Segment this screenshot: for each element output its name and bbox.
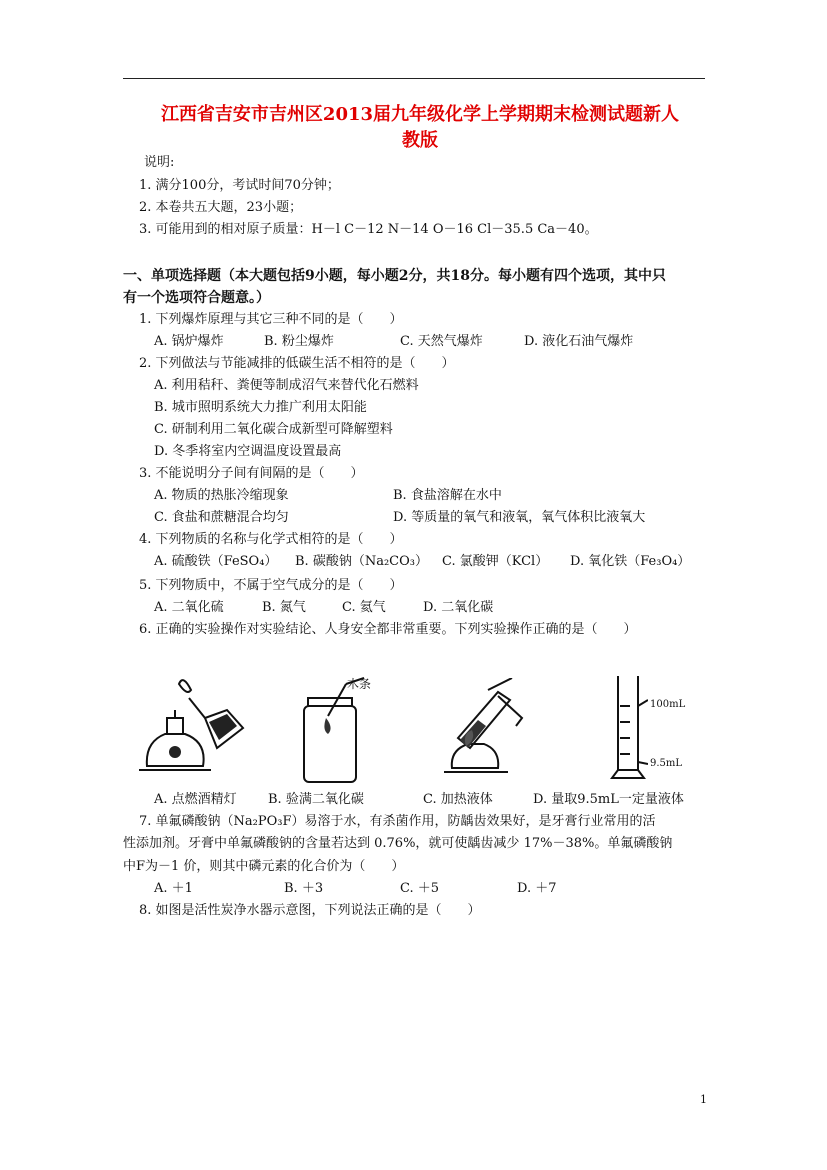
q5-option-a: A. 二氧化硫 xyxy=(154,600,224,615)
q6-option-a: A. 点燃酒精灯 xyxy=(154,792,237,807)
q4-option-c: C. 氯酸钾（KCl） xyxy=(442,554,549,569)
q1-option-b: B. 粉尘爆炸 xyxy=(264,334,334,349)
q3-option-c: C. 食盐和蔗糖混合均匀 xyxy=(154,510,289,525)
q1-option-d: D. 液化石油气爆炸 xyxy=(524,334,634,349)
graduated-cylinder-figure xyxy=(608,672,648,782)
page-title-line2: 教版 xyxy=(402,130,438,151)
q3-option-d: D. 等质量的氧气和液氧，氧气体积比液氧大 xyxy=(393,510,646,525)
q6-option-d: D. 量取9.5mL一定量液体 xyxy=(533,792,684,807)
q5-option-c: C. 氦气 xyxy=(342,600,386,615)
q6-option-c: C. 加热液体 xyxy=(423,792,493,807)
figure-label-9-5ml: 9.5mL xyxy=(650,758,683,769)
note-item: 1. 满分100分，考试时间70分钟； xyxy=(139,178,340,193)
q3-option-b: B. 食盐溶解在水中 xyxy=(393,488,502,503)
question-stem-4: 4. 下列物质的名称与化学式相符的是（ ） xyxy=(139,532,403,547)
figure-label-stick: 木条 xyxy=(347,677,372,691)
q7-option-a: A. ＋1 xyxy=(154,881,193,896)
question-7-line-3: 中F为－1 价，则其中磷元素的化合价为（ ） xyxy=(123,859,405,874)
page-number: 1 xyxy=(700,1093,707,1106)
page-title-line1: 江西省吉安市吉州区2013届九年级化学上学期期末检测试题新人 xyxy=(160,104,680,125)
heating-liquid-figure xyxy=(438,678,538,784)
q4-option-d: D. 氧化铁（Fe₃O₄） xyxy=(570,554,691,569)
question-stem-1: 1. 下列爆炸原理与其它三种不同的是（ ） xyxy=(139,312,403,327)
q2-option-b: B. 城市照明系统大力推广利用太阳能 xyxy=(154,400,367,415)
alcohol-lamp-lighting-figure xyxy=(135,670,255,782)
q7-option-b: B. ＋3 xyxy=(284,881,324,896)
q2-option-d: D. 冬季将室内空调温度设置最高 xyxy=(154,444,342,459)
question-stem-2: 2. 下列做法与节能减排的低碳生活不相符的是（ ） xyxy=(139,356,455,371)
q7-option-d: D. ＋7 xyxy=(517,881,557,896)
notes-label: 说明: xyxy=(144,155,175,170)
question-stem-5: 5. 下列物质中，不属于空气成分的是（ ） xyxy=(139,578,403,593)
q7-option-c: C. ＋5 xyxy=(400,881,440,896)
question-stem-3: 3. 不能说明分子间有间隔的是（ ） xyxy=(139,466,364,481)
q2-option-c: C. 研制利用二氧化碳合成新型可降解塑料 xyxy=(154,422,393,437)
note-item: 2. 本卷共五大题，23小题； xyxy=(139,200,303,215)
q6-option-b: B. 验满二氧化碳 xyxy=(268,792,364,807)
section-heading-line1: 一、单项选择题（本大题包括9小题，每小题2分，共18分。每小题有四个选项，其中只 xyxy=(123,268,666,284)
q4-option-b: B. 碳酸钠（Na₂CO₃） xyxy=(295,554,428,569)
q1-option-a: A. 锅炉爆炸 xyxy=(154,334,224,349)
q1-option-c: C. 天然气爆炸 xyxy=(400,334,483,349)
q3-option-a: A. 物质的热胀冷缩现象 xyxy=(154,488,289,503)
section-heading-line2: 有一个选项符合题意。） xyxy=(123,290,270,306)
q5-option-b: B. 氮气 xyxy=(262,600,306,615)
header-rule xyxy=(123,78,705,79)
question-stem-8: 8. 如图是活性炭净水器示意图，下列说法正确的是（ ） xyxy=(139,903,481,918)
figure-label-100ml: 100mL xyxy=(650,699,686,710)
question-7-line-1: 7. 单氟磷酸钠（Na₂PO₃F）易溶于水，有杀菌作用，防龋齿效果好，是牙膏行业常用的活 xyxy=(139,814,656,829)
q5-option-d: D. 二氧化碳 xyxy=(423,600,494,615)
q4-option-a: A. 硫酸铁（FeSO₄） xyxy=(154,554,278,569)
question-7-line-2: 性添加剂。牙膏中单氟磷酸钠的含量若达到 0.76%，就可使龋齿减少 17%－38%。单氟磷酸钠 xyxy=(123,836,673,851)
q2-option-a: A. 利用秸秆、粪便等制成沼气来替代化石燃料 xyxy=(154,378,419,393)
question-stem-6: 6. 正确的实验操作对实验结论、人身安全都非常重要。下列实验操作正确的是（ ） xyxy=(139,622,637,637)
note-item: 3. 可能用到的相对原子质量：H－l C－12 N－14 O－16 Cl－35.5 Ca－40。 xyxy=(139,222,598,237)
